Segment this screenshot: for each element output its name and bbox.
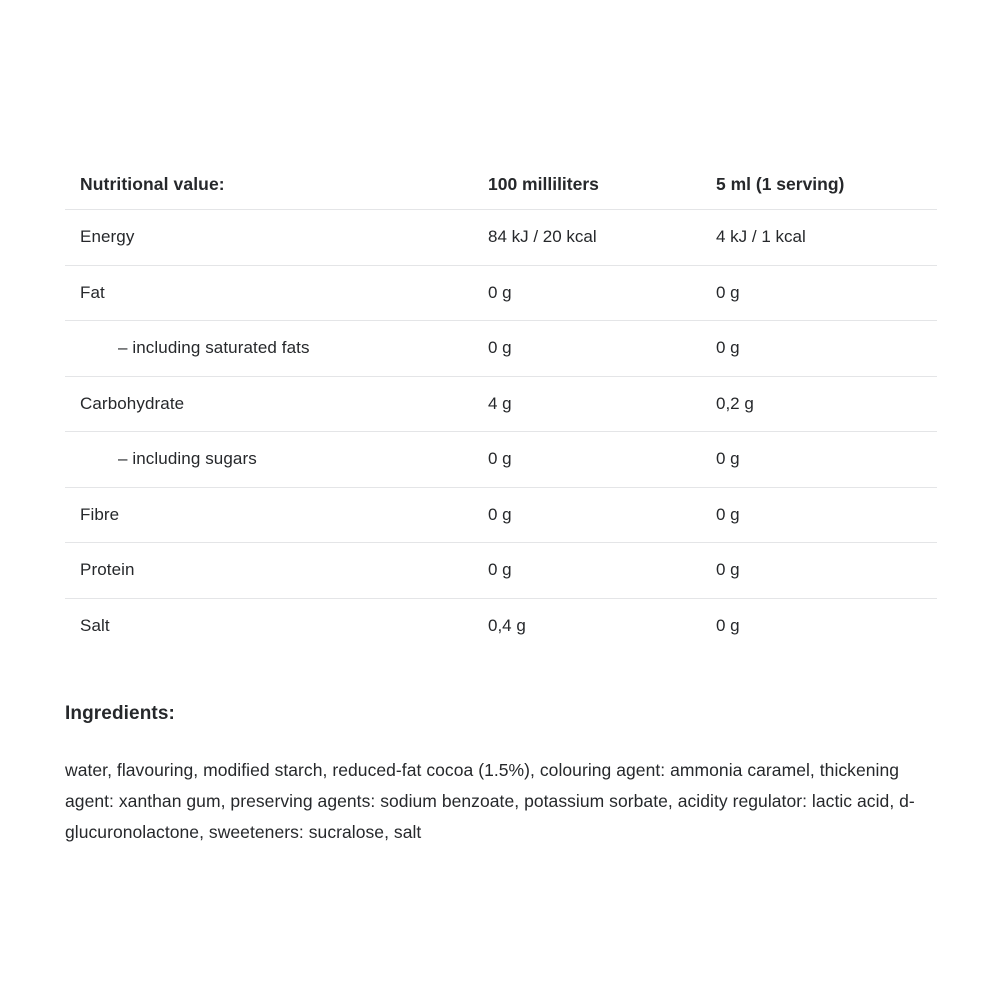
- ingredients-text: water, flavouring, modified starch, reduced-fat cocoa (1.5%), colouring agent: ammonia caramel, thickening agent: xanthan gum, preserving agents: sodium benzoate, potassium sorbate, acidity regulator: lactic acid, d-glucuronolactone, sweeteners: sucralose, salt: [65, 760, 915, 842]
- row-value-serving: 4 kJ / 1 kcal: [716, 227, 806, 247]
- row-label: Protein: [80, 560, 135, 580]
- row-value-100ml: 0 g: [488, 560, 512, 580]
- table-row-sugars: [65, 432, 937, 488]
- table-row-fat: [65, 266, 937, 322]
- row-value-serving: 0 g: [716, 449, 740, 469]
- table-row-carbohydrate: [65, 377, 937, 433]
- row-value-100ml: 0 g: [488, 282, 512, 302]
- row-value-serving: 0,2 g: [716, 393, 754, 413]
- row-label: Fat: [80, 282, 105, 302]
- row-value-serving: 0 g: [716, 560, 740, 580]
- row-label: – including sugars: [118, 449, 257, 469]
- header-per-100ml: 100 milliliters: [488, 174, 599, 194]
- row-label: Energy: [80, 227, 135, 247]
- row-value-100ml: 0 g: [488, 449, 512, 469]
- table-row-salt: [65, 599, 937, 655]
- table-row-protein: [65, 543, 937, 599]
- row-value-serving: 0 g: [716, 616, 740, 636]
- row-label: Carbohydrate: [80, 393, 185, 413]
- row-value-100ml: 0 g: [488, 504, 512, 524]
- table-row-fibre: [65, 488, 937, 544]
- row-value-serving: 0 g: [716, 504, 740, 524]
- header-nutritional-value: Nutritional value:: [80, 174, 225, 194]
- ingredients-section: [65, 703, 937, 848]
- row-value-100ml: 84 kJ / 20 kcal: [488, 227, 597, 247]
- row-value-serving: 0 g: [716, 282, 740, 302]
- table-row-energy: [65, 210, 937, 266]
- row-value-100ml: 0 g: [488, 338, 512, 358]
- ingredients-heading: Ingredients:: [65, 703, 175, 724]
- nutrition-table-header-row: [65, 160, 937, 210]
- table-row-saturated-fats: [65, 321, 937, 377]
- row-label: Fibre: [80, 504, 120, 524]
- row-value-serving: 0 g: [716, 338, 740, 358]
- row-value-100ml: 0,4 g: [488, 616, 526, 636]
- row-label: Salt: [80, 616, 110, 636]
- header-per-serving: 5 ml (1 serving): [716, 174, 845, 194]
- row-label: – including saturated fats: [118, 338, 310, 358]
- row-value-100ml: 4 g: [488, 393, 512, 413]
- nutrition-table: [65, 160, 937, 654]
